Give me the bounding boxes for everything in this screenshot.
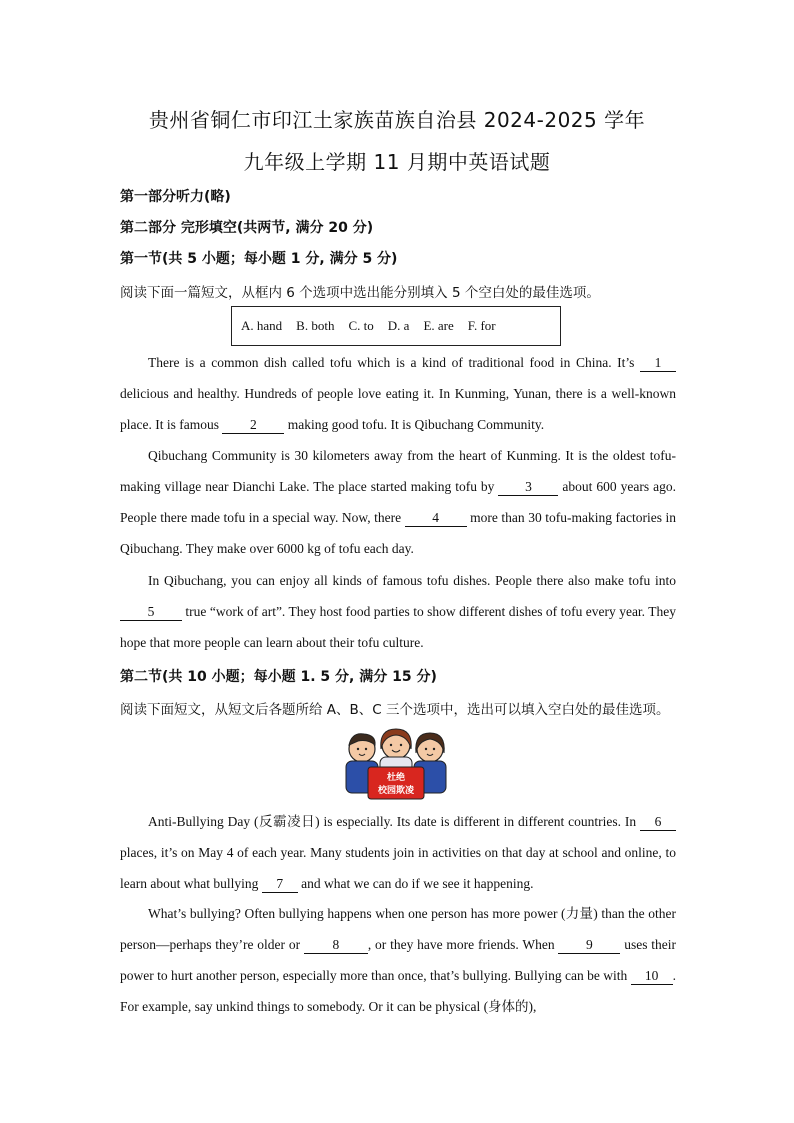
text-run: uses their power to hurt another person, especially more than once, that’s bullying. Bullying can be with [120, 937, 676, 983]
options-box [231, 306, 561, 346]
tofu-paragraph-1 [120, 347, 676, 440]
section1-instruction: 阅读下面一篇短文，从框内 6 个选项中选出能分别填入 5 个空白处的最佳选项。 [120, 285, 600, 301]
banner-text-line1: 杜绝 [386, 773, 406, 783]
blank-5: 5 [120, 604, 182, 621]
section2-instruction: 阅读下面短文，从短文后各题所给 A、B、C 三个选项中，选出可以填入空白处的最佳选项。 [120, 702, 670, 718]
blank-9: 9 [558, 937, 620, 954]
option-c: C. to [348, 318, 374, 333]
exam-title-line2: 九年级上学期 11 月期中英语试题 [243, 150, 551, 174]
part2-header: 第二部分 完形填空(共两节, 满分 20 分) [120, 220, 374, 236]
tofu-paragraph-2 [120, 440, 676, 564]
option-d: D. a [387, 318, 410, 333]
bullying-paragraph-2 [120, 898, 676, 1022]
blank-2: 2 [222, 417, 284, 434]
blank-6: 6 [640, 814, 676, 831]
text-run: making good tofu. It is Qibuchang Community. [284, 417, 545, 432]
text-run: What’s bullying? Often bullying happens when one person has more power (力量) than the other person—perhaps they’re older or [120, 906, 676, 952]
students-banner-icon [338, 727, 454, 803]
text-run: Qibuchang Community is 30 kilometers away from the heart of Kunming. It is the oldest tofu-making village near Dianchi Lake. The place started making tofu by [120, 448, 676, 494]
option-e: E. are [423, 318, 454, 333]
blank-10: 10 [631, 968, 673, 985]
text-run: about 600 years ago. People there made tofu in a special way. Now, there [120, 479, 677, 525]
text-run: There is a common dish called tofu which is a kind of traditional food in China. It’s [148, 355, 640, 370]
blank-4: 4 [405, 510, 467, 527]
text-run: In Qibuchang, you can enjoy all kinds of famous tofu dishes. People there also make tofu into [148, 573, 676, 588]
anti-bullying-illustration [338, 727, 454, 803]
text-run: . For example, say unkind things to somebody. Or it can be physical (身体的), [120, 968, 677, 1014]
option-f: F. for [467, 318, 496, 333]
section1-header: 第一节(共 5 小题；每小题 1 分, 满分 5 分) [120, 251, 398, 267]
text-run: more than 30 tofu-making factories in Qibuchang. They make over 6000 kg of tofu each day. [120, 510, 676, 556]
tofu-paragraph-3 [120, 565, 676, 658]
blank-7: 7 [262, 876, 298, 893]
option-b: B. both [296, 318, 335, 333]
text-run: delicious and healthy. Hundreds of people love eating it. In Kunming, Yunan, there is a well-known place. It is famous [120, 386, 676, 432]
blank-3: 3 [498, 479, 558, 496]
option-a: A. hand [241, 318, 283, 333]
text-run: places, it’s on May 4 of each year. Many students join in activities on that day at school and online, to learn about what bullying [120, 845, 676, 891]
exam-title-line1: 贵州省铜仁市印江土家族苗族自治县 2024-2025 学年 [148, 108, 646, 132]
text-run: Anti-Bullying Day (反霸凌日) is especially. Its date is different in different countries. In [148, 814, 640, 829]
blank-1: 1 [640, 355, 676, 372]
blank-8: 8 [304, 937, 368, 954]
bullying-paragraph-1 [120, 806, 676, 899]
part1-header: 第一部分听力(略) [120, 189, 231, 205]
banner-text-line2: 校园欺凌 [377, 786, 415, 796]
text-run: and what we can do if we see it happening. [297, 876, 534, 891]
text-run: , or they have more friends. When [367, 937, 559, 952]
section2-header: 第二节(共 10 小题；每小题 1. 5 分, 满分 15 分) [120, 669, 437, 685]
text-run: true “work of art”. They host food parties to show different dishes of tofu every year. They hope that more people can learn about their tofu culture. [120, 604, 676, 650]
